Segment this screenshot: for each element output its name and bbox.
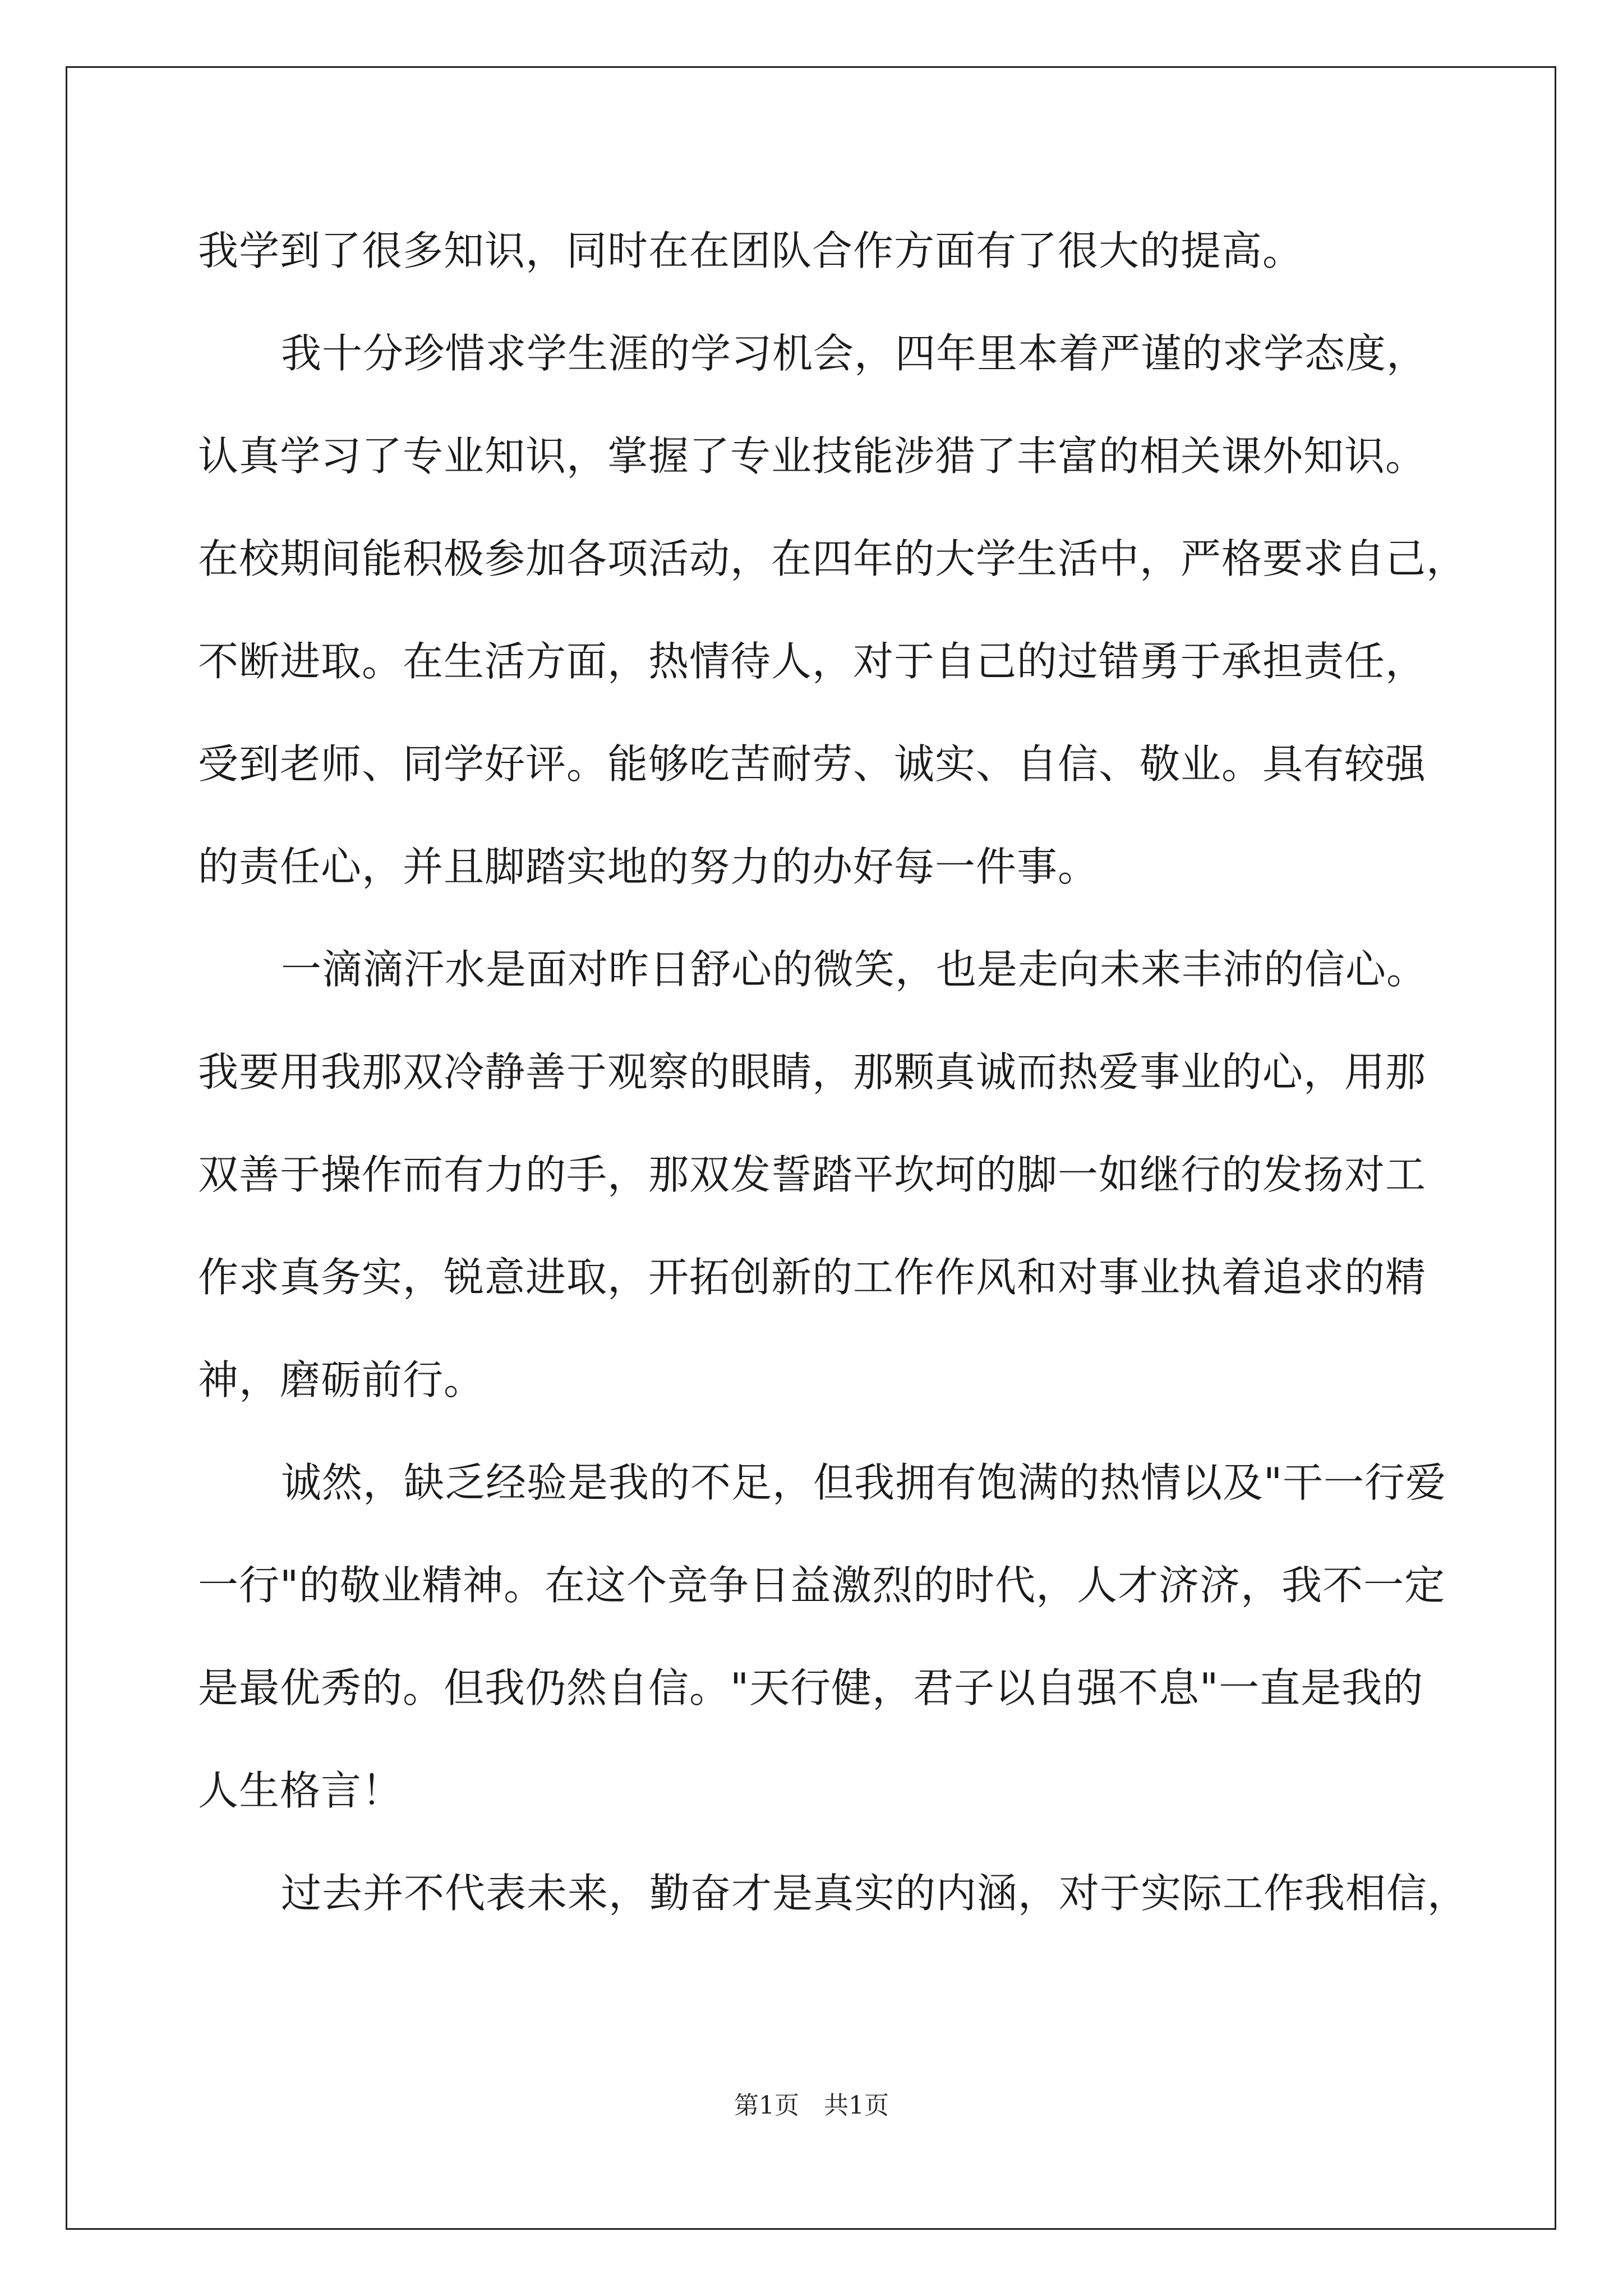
text-line: 一行"的敬业精神。在这个竞争日益激烈的时代，人才济济，我不一定	[198, 1562, 1446, 1609]
text-line: 过去并不代表未来，勤奋才是真实的内涵，对于实际工作我相信，	[281, 1870, 1469, 1917]
text-line: 作求真务实，锐意进取，开拓创新的工作作风和对事业执着追求的精	[198, 1254, 1427, 1301]
text-line: 双善于操作而有力的手，那双发誓踏平坎坷的脚一如继行的发扬对工	[198, 1151, 1427, 1198]
text-line: 一滴滴汗水是面对昨日舒心的微笑，也是走向未来丰沛的信心。	[281, 946, 1428, 993]
text-line: 的责任心，并且脚踏实地的努力的办好每一件事。	[198, 843, 1099, 890]
page-number-footer: 第1页 共1页	[734, 2091, 889, 2120]
text-line: 我学到了很多知识，同时在在团队合作方面有了很大的提高。	[198, 227, 1304, 274]
text-line: 我要用我那双冷静善于观察的眼睛，那颗真诚而热爱事业的心，用那	[198, 1048, 1427, 1096]
text-line: 受到老师、同学好评。能够吃苦耐劳、诚实、自信、敬业。具有较强	[198, 740, 1427, 788]
text-line: 我十分珍惜求学生涯的学习机会，四年里本着严谨的求学态度，	[281, 330, 1428, 377]
text-line: 认真学习了专业知识，掌握了专业技能涉猎了丰富的相关课外知识。	[198, 432, 1427, 480]
text-line: 人生格言！	[198, 1767, 403, 1814]
text-line: 在校期间能积极参加各项活动，在四年的大学生活中，严格要求自己，	[198, 535, 1468, 582]
text-line: 神，磨砺前行。	[198, 1356, 485, 1404]
text-line: 不断进取。在生活方面，热情待人，对于自己的过错勇于承担责任，	[198, 638, 1427, 685]
text-line: 诚然，缺乏经验是我的不足，但我拥有饱满的热情以及"干一行爱	[281, 1459, 1447, 1506]
text-line: 是最优秀的。但我仍然自信。"天行健，君子以自强不息"一直是我的	[198, 1664, 1424, 1711]
